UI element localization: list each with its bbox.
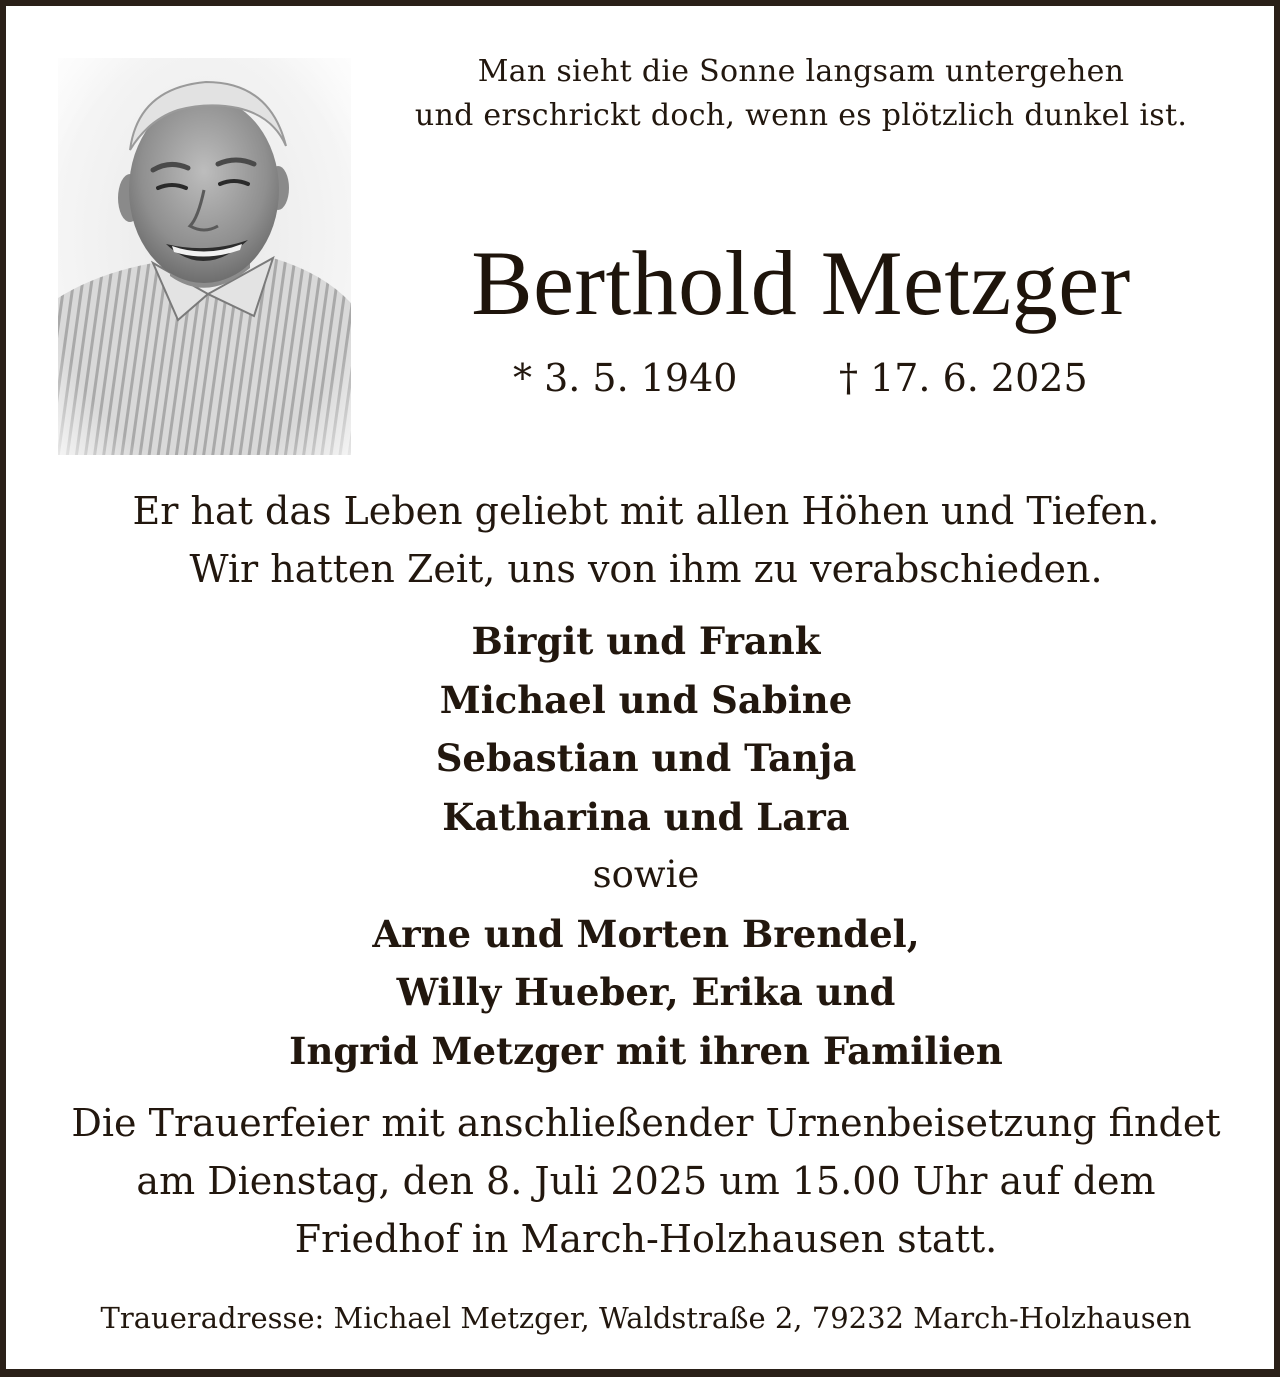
epigraph-line: und erschrickt doch, wenn es plötzlich dunkel ist.: [414, 98, 1188, 133]
deceased-name: Berthold Metzger: [471, 232, 1131, 334]
mourning-address: Traueradresse: Michael Metzger, Waldstraße 2, 79232 March-Holzhausen: [100, 1301, 1192, 1335]
death-date: † 17. 6. 2025: [839, 356, 1088, 400]
ceremony-notice: [6, 1094, 1280, 1268]
mourner-line: Willy Hueber, Erika und: [396, 970, 896, 1014]
mourner-line: Arne und Morten Brendel,: [372, 911, 920, 956]
mourner-connector: sowie: [592, 853, 700, 896]
mourner-line: Ingrid Metzger mit ihren Familien: [289, 1028, 1003, 1073]
epigraph-line: Man sieht die Sonne langsam untergehen: [477, 54, 1125, 89]
tribute-line: Er hat das Leben geliebt mit allen Höhen und Tiefen.: [132, 489, 1160, 533]
mourners-list: [6, 612, 1280, 1080]
mourner-line: Sebastian und Tanja: [435, 736, 857, 780]
mourner-line: Katharina und Lara: [442, 794, 850, 839]
ceremony-line: Friedhof in March-Holzhausen statt.: [294, 1217, 998, 1261]
ceremony-line: am Dienstag, den 8. Juli 2025 um 15.00 Uhr auf dem: [136, 1159, 1156, 1203]
portrait-photo: [58, 58, 351, 455]
mourner-line: Birgit und Frank: [471, 619, 821, 663]
ceremony-line: Die Trauerfeier mit anschließender Urnenbeisetzung findet: [71, 1101, 1221, 1145]
tribute-line: Wir hatten Zeit, uns von ihm zu verabschieden.: [189, 547, 1103, 591]
tribute-text: [6, 482, 1280, 598]
epigraph-quote: [366, 50, 1236, 138]
mourner-line: Michael und Sabine: [439, 677, 853, 722]
birth-date: * 3. 5. 1940: [513, 356, 738, 400]
